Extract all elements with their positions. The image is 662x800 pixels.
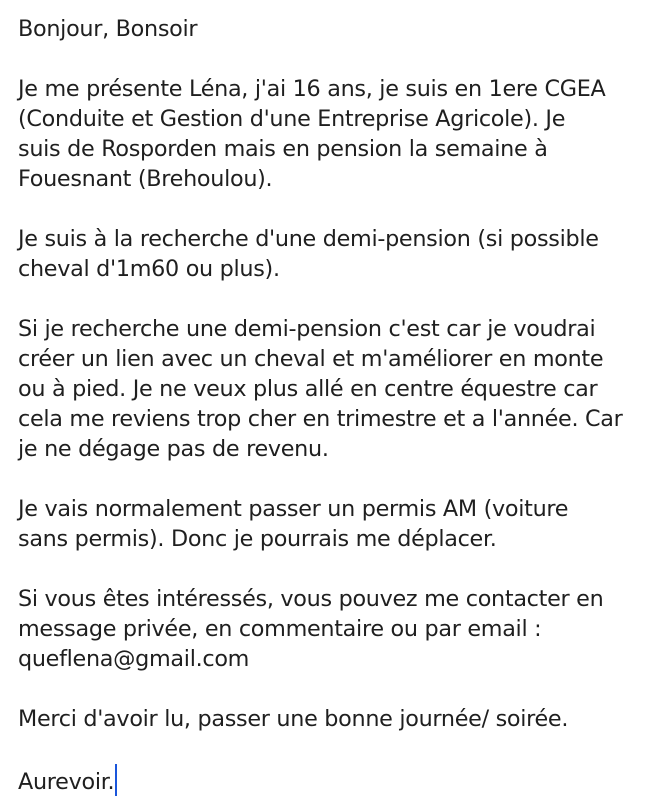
blank-line: [18, 674, 658, 704]
closing-text: Aurevoir.: [18, 769, 115, 795]
text-cursor: [115, 764, 117, 796]
text-line: Je suis à la recherche d'une demi-pension (si possible: [18, 226, 599, 252]
text-line: suis de Rosporden mais en pension la semaine à: [18, 136, 548, 162]
text-line: créer un lien avec un cheval et m'améliorer en monte: [18, 346, 604, 372]
text-line: sans permis). Donc je pourrais me déplacer.: [18, 526, 497, 552]
blank-line: [18, 464, 658, 494]
text-editor[interactable]: [18, 14, 658, 794]
blank-line: [18, 734, 658, 764]
text-line: message privée, en commentaire ou par email :: [18, 616, 542, 642]
text-line: ou à pied. Je ne veux plus allé en centre équestre car: [18, 376, 598, 402]
text-line: [18, 764, 658, 794]
blank-line: [18, 284, 658, 314]
text-line: cela me reviens trop cher en trimestre et a l'année. Car: [18, 406, 623, 432]
email-address-line[interactable]: queflena@gmail.com: [18, 646, 250, 672]
text-line: cheval d'1m60 ou plus).: [18, 256, 280, 282]
blank-line: [18, 194, 658, 224]
text-line: je ne dégage pas de revenu.: [18, 436, 329, 462]
text-line: Si vous êtes intéressés, vous pouvez me contacter en: [18, 586, 604, 612]
text-line: Je vais normalement passer un permis AM (voiture: [18, 496, 569, 522]
text-line: Fouesnant (Brehoulou).: [18, 166, 273, 192]
text-line: Merci d'avoir lu, passer une bonne journée/ soirée.: [18, 706, 569, 732]
text-line: Si je recherche une demi-pension c'est car je voudrai: [18, 316, 596, 342]
text-line: (Conduite et Gestion d'une Entreprise Agricole). Je: [18, 106, 566, 132]
blank-line: [18, 554, 658, 584]
blank-line: [18, 44, 658, 74]
text-line: Bonjour, Bonsoir: [18, 16, 198, 42]
text-line: Je me présente Léna, j'ai 16 ans, je suis en 1ere CGEA: [18, 76, 606, 102]
